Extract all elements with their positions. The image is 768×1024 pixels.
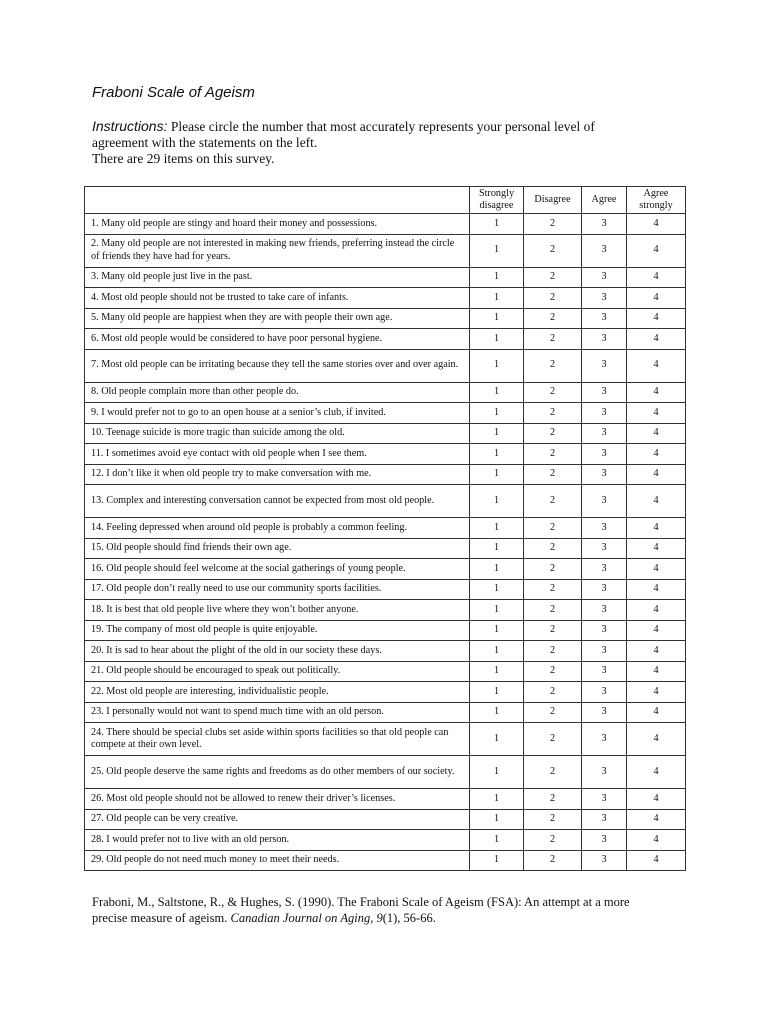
statement-cell: 9. I would prefer not to go to an open house at a senior’s club, if invited. — [85, 403, 470, 424]
option-agree[interactable]: 3 — [582, 579, 627, 600]
survey-row — [85, 444, 686, 465]
statement-cell: 13. Complex and interesting conversation cannot be expected from most old people. — [85, 485, 470, 518]
survey-row — [85, 756, 686, 789]
statement-cell: 24. There should be special clubs set aside within sports facilities so that old people can compete at their own level. — [85, 723, 470, 756]
option-strongly-disagree[interactable]: 1 — [470, 308, 524, 329]
option-agree[interactable]: 3 — [582, 518, 627, 539]
citation-journal: Canadian Journal on Aging — [230, 911, 371, 925]
option-agree-strongly[interactable]: 4 — [627, 308, 686, 329]
option-agree[interactable]: 3 — [582, 214, 627, 235]
survey-row — [85, 600, 686, 621]
option-agree-strongly[interactable]: 4 — [627, 682, 686, 703]
option-strongly-disagree[interactable]: 1 — [470, 214, 524, 235]
option-agree[interactable]: 3 — [582, 682, 627, 703]
option-agree[interactable]: 3 — [582, 620, 627, 641]
survey-row — [85, 661, 686, 682]
option-strongly-disagree[interactable]: 1 — [470, 723, 524, 756]
option-agree[interactable]: 3 — [582, 723, 627, 756]
option-disagree[interactable]: 2 — [524, 214, 582, 235]
option-agree-strongly[interactable]: 4 — [627, 214, 686, 235]
option-agree[interactable]: 3 — [582, 830, 627, 851]
option-agree[interactable]: 3 — [582, 756, 627, 789]
statement-cell: 1. Many old people are stingy and hoard their money and possessions. — [85, 214, 470, 235]
option-agree-strongly[interactable]: 4 — [627, 579, 686, 600]
option-disagree[interactable]: 2 — [524, 702, 582, 723]
survey-row — [85, 850, 686, 871]
survey-row — [85, 288, 686, 309]
survey-row — [85, 789, 686, 810]
survey-row — [85, 267, 686, 288]
option-agree-strongly[interactable]: 4 — [627, 403, 686, 424]
option-strongly-disagree[interactable]: 1 — [470, 559, 524, 580]
option-agree-strongly[interactable]: 4 — [627, 267, 686, 288]
option-disagree[interactable]: 2 — [524, 423, 582, 444]
option-disagree[interactable]: 2 — [524, 308, 582, 329]
option-disagree[interactable]: 2 — [524, 723, 582, 756]
option-agree[interactable]: 3 — [582, 661, 627, 682]
option-disagree[interactable]: 2 — [524, 518, 582, 539]
option-agree-strongly[interactable]: 4 — [627, 850, 686, 871]
option-disagree[interactable]: 2 — [524, 682, 582, 703]
option-disagree[interactable]: 2 — [524, 850, 582, 871]
option-strongly-disagree[interactable]: 1 — [470, 329, 524, 350]
survey-row — [85, 620, 686, 641]
option-agree-strongly[interactable]: 4 — [627, 464, 686, 485]
survey-row — [85, 382, 686, 403]
option-disagree[interactable]: 2 — [524, 444, 582, 465]
survey-row — [85, 403, 686, 424]
option-strongly-disagree[interactable]: 1 — [470, 485, 524, 518]
citation-rest: (1), 56-66. — [382, 911, 436, 925]
survey-row — [85, 329, 686, 350]
citation-volume: 9 — [376, 911, 383, 925]
statement-cell: 7. Most old people can be irritating because they tell the same stories over and over again. — [85, 349, 470, 382]
option-disagree[interactable]: 2 — [524, 538, 582, 559]
option-agree[interactable]: 3 — [582, 329, 627, 350]
statement-cell: 18. It is best that old people live where they won’t bother anyone. — [85, 600, 470, 621]
option-strongly-disagree[interactable]: 1 — [470, 444, 524, 465]
option-disagree[interactable]: 2 — [524, 267, 582, 288]
option-strongly-disagree[interactable]: 1 — [470, 423, 524, 444]
statement-cell: 23. I personally would not want to spend much time with an old person. — [85, 702, 470, 723]
option-agree[interactable]: 3 — [582, 702, 627, 723]
option-strongly-disagree[interactable]: 1 — [470, 702, 524, 723]
statement-cell: 4. Most old people should not be trusted to take care of infants. — [85, 288, 470, 309]
survey-row — [85, 682, 686, 703]
option-strongly-disagree[interactable]: 1 — [470, 641, 524, 662]
option-agree-strongly[interactable]: 4 — [627, 382, 686, 403]
survey-table — [84, 186, 686, 871]
option-agree-strongly[interactable]: 4 — [627, 661, 686, 682]
header-agree-strongly: Agree strongly — [627, 187, 686, 214]
statement-cell: 11. I sometimes avoid eye contact with old people when I see them. — [85, 444, 470, 465]
header-strongly-disagree: Strongly disagree — [470, 187, 524, 214]
option-agree-strongly[interactable]: 4 — [627, 288, 686, 309]
option-agree[interactable]: 3 — [582, 349, 627, 382]
option-strongly-disagree[interactable]: 1 — [470, 600, 524, 621]
option-agree-strongly[interactable]: 4 — [627, 423, 686, 444]
option-strongly-disagree[interactable]: 1 — [470, 464, 524, 485]
option-strongly-disagree[interactable]: 1 — [470, 403, 524, 424]
statement-cell: 17. Old people don’t really need to use our community sports facilities. — [85, 579, 470, 600]
option-agree-strongly[interactable]: 4 — [627, 641, 686, 662]
option-strongly-disagree[interactable]: 1 — [470, 809, 524, 830]
option-agree-strongly[interactable]: 4 — [627, 702, 686, 723]
header-disagree: Disagree — [524, 187, 582, 214]
option-disagree[interactable]: 2 — [524, 756, 582, 789]
option-disagree[interactable]: 2 — [524, 661, 582, 682]
option-agree-strongly[interactable]: 4 — [627, 349, 686, 382]
option-disagree[interactable]: 2 — [524, 579, 582, 600]
option-strongly-disagree[interactable]: 1 — [470, 538, 524, 559]
statement-cell: 3. Many old people just live in the past. — [85, 267, 470, 288]
survey-row — [85, 214, 686, 235]
survey-row — [85, 559, 686, 580]
statement-cell: 29. Old people do not need much money to meet their needs. — [85, 850, 470, 871]
option-agree[interactable]: 3 — [582, 600, 627, 621]
statement-cell: 8. Old people complain more than other people do. — [85, 382, 470, 403]
statement-cell: 15. Old people should find friends their own age. — [85, 538, 470, 559]
option-disagree[interactable]: 2 — [524, 234, 582, 267]
statement-cell: 6. Most old people would be considered to have poor personal hygiene. — [85, 329, 470, 350]
item-count-note: There are 29 items on this survey. — [92, 151, 275, 166]
option-disagree[interactable]: 2 — [524, 288, 582, 309]
option-agree-strongly[interactable]: 4 — [627, 538, 686, 559]
statement-cell: 22. Most old people are interesting, individualistic people. — [85, 682, 470, 703]
option-agree-strongly[interactable]: 4 — [627, 600, 686, 621]
option-strongly-disagree[interactable]: 1 — [470, 518, 524, 539]
option-agree[interactable]: 3 — [582, 267, 627, 288]
option-disagree[interactable]: 2 — [524, 403, 582, 424]
option-agree[interactable]: 3 — [582, 444, 627, 465]
option-disagree[interactable]: 2 — [524, 329, 582, 350]
option-strongly-disagree[interactable]: 1 — [470, 789, 524, 810]
option-agree-strongly[interactable]: 4 — [627, 234, 686, 267]
option-agree[interactable]: 3 — [582, 403, 627, 424]
option-strongly-disagree[interactable]: 1 — [470, 850, 524, 871]
statement-cell: 10. Teenage suicide is more tragic than suicide among the old. — [85, 423, 470, 444]
option-disagree[interactable]: 2 — [524, 641, 582, 662]
option-agree-strongly[interactable]: 4 — [627, 485, 686, 518]
survey-row — [85, 234, 686, 267]
survey-row — [85, 702, 686, 723]
option-disagree[interactable]: 2 — [524, 620, 582, 641]
survey-row — [85, 723, 686, 756]
survey-row — [85, 579, 686, 600]
option-agree[interactable]: 3 — [582, 234, 627, 267]
option-agree[interactable]: 3 — [582, 382, 627, 403]
option-agree[interactable]: 3 — [582, 485, 627, 518]
option-disagree[interactable]: 2 — [524, 600, 582, 621]
instructions — [92, 118, 652, 167]
option-disagree[interactable]: 2 — [524, 809, 582, 830]
table-header-row — [85, 187, 686, 214]
survey-row — [85, 830, 686, 851]
option-agree[interactable]: 3 — [582, 809, 627, 830]
option-agree-strongly[interactable]: 4 — [627, 518, 686, 539]
option-agree[interactable]: 3 — [582, 308, 627, 329]
option-agree-strongly[interactable]: 4 — [627, 329, 686, 350]
survey-row — [85, 308, 686, 329]
citation — [92, 894, 662, 926]
option-strongly-disagree[interactable]: 1 — [470, 682, 524, 703]
citation-authors: Fraboni, M., Saltstone, R., & Hughes, S. (1990). The Fraboni Scale of Ageism (FSA): An attempt at a more precise measure of ageism. — [92, 895, 630, 925]
statement-cell: 28. I would prefer not to live with an old person. — [85, 830, 470, 851]
option-disagree[interactable]: 2 — [524, 559, 582, 580]
option-disagree[interactable]: 2 — [524, 382, 582, 403]
survey-row — [85, 349, 686, 382]
survey-row — [85, 485, 686, 518]
option-agree[interactable]: 3 — [582, 288, 627, 309]
option-agree-strongly[interactable]: 4 — [627, 789, 686, 810]
statement-cell: 19. The company of most old people is quite enjoyable. — [85, 620, 470, 641]
option-disagree[interactable]: 2 — [524, 464, 582, 485]
survey-body — [85, 214, 686, 871]
option-agree[interactable]: 3 — [582, 538, 627, 559]
option-strongly-disagree[interactable]: 1 — [470, 382, 524, 403]
option-strongly-disagree[interactable]: 1 — [470, 267, 524, 288]
option-agree-strongly[interactable]: 4 — [627, 756, 686, 789]
page-title: Fraboni Scale of Ageism — [92, 84, 255, 101]
option-strongly-disagree[interactable]: 1 — [470, 756, 524, 789]
option-strongly-disagree[interactable]: 1 — [470, 579, 524, 600]
option-agree[interactable]: 3 — [582, 559, 627, 580]
survey-row — [85, 809, 686, 830]
option-disagree[interactable]: 2 — [524, 349, 582, 382]
option-strongly-disagree[interactable]: 1 — [470, 830, 524, 851]
option-strongly-disagree[interactable]: 1 — [470, 288, 524, 309]
survey-row — [85, 641, 686, 662]
option-agree-strongly[interactable]: 4 — [627, 809, 686, 830]
option-strongly-disagree[interactable]: 1 — [470, 234, 524, 267]
statement-cell: 2. Many old people are not interested in making new friends, preferring instead the circle of friends they have had for years. — [85, 234, 470, 267]
option-disagree[interactable]: 2 — [524, 789, 582, 810]
statement-cell: 27. Old people can be very creative. — [85, 809, 470, 830]
statement-cell: 5. Many old people are happiest when they are with people their own age. — [85, 308, 470, 329]
option-strongly-disagree[interactable]: 1 — [470, 349, 524, 382]
statement-cell: 21. Old people should be encouraged to speak out politically. — [85, 661, 470, 682]
instructions-label: Instructions: — [92, 118, 168, 134]
survey-row — [85, 464, 686, 485]
option-strongly-disagree[interactable]: 1 — [470, 661, 524, 682]
statement-cell: 14. Feeling depressed when around old people is probably a common feeling. — [85, 518, 470, 539]
option-strongly-disagree[interactable]: 1 — [470, 620, 524, 641]
option-agree[interactable]: 3 — [582, 789, 627, 810]
option-disagree[interactable]: 2 — [524, 830, 582, 851]
statement-cell: 25. Old people deserve the same rights and freedoms as do other members of our society. — [85, 756, 470, 789]
option-agree[interactable]: 3 — [582, 423, 627, 444]
option-agree-strongly[interactable]: 4 — [627, 444, 686, 465]
statement-cell: 20. It is sad to hear about the plight of the old in our society these days. — [85, 641, 470, 662]
option-agree[interactable]: 3 — [582, 464, 627, 485]
survey-row — [85, 518, 686, 539]
option-agree[interactable]: 3 — [582, 641, 627, 662]
option-agree[interactable]: 3 — [582, 850, 627, 871]
instructions-text: Please circle the number that most accurately represents your personal level of agreement with the statements on the left. — [92, 119, 595, 150]
survey-row — [85, 423, 686, 444]
survey-row — [85, 538, 686, 559]
header-statement — [85, 187, 470, 214]
statement-cell: 26. Most old people should not be allowed to renew their driver’s licenses. — [85, 789, 470, 810]
option-agree-strongly[interactable]: 4 — [627, 830, 686, 851]
option-agree-strongly[interactable]: 4 — [627, 723, 686, 756]
statement-cell: 16. Old people should feel welcome at the social gatherings of young people. — [85, 559, 470, 580]
header-agree: Agree — [582, 187, 627, 214]
option-disagree[interactable]: 2 — [524, 485, 582, 518]
statement-cell: 12. I don’t like it when old people try to make conversation with me. — [85, 464, 470, 485]
option-agree-strongly[interactable]: 4 — [627, 559, 686, 580]
option-agree-strongly[interactable]: 4 — [627, 620, 686, 641]
citation-sep: , — [370, 911, 377, 925]
